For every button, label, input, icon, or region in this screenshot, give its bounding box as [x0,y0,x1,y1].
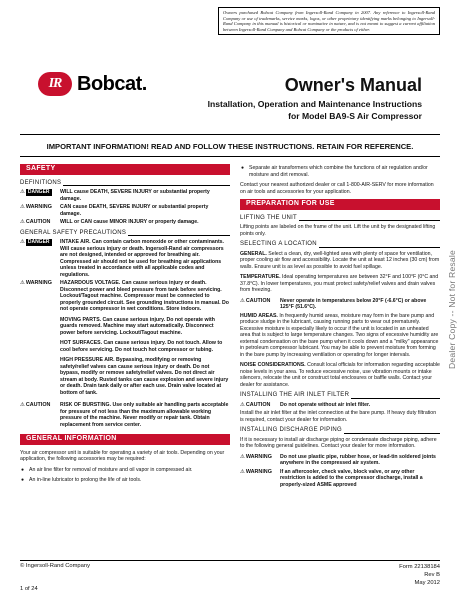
hazard-voltage: HAZARDOUS VOLTAGE. Can cause serious injury or death. Disconnect power and bleed pressure from tank before servicing. Lockout/Tagout machine. Compressor must be connected to properly grounded circuit. See grounding instructions in manual. Do not operate compressor in wet conditions. Store indoors. [60,280,229,312]
footer-divider [20,560,440,561]
discharge-piping-heading: INSTALLING DISCHARGE PIPING [240,427,440,434]
ir-logo-icon: IR [38,72,72,96]
discharge-text: If it is necessary to install air discharge piping or condensate discharge piping, adhere to the following general guidelines. Contact your dealer for more information. [240,436,437,449]
warning-triangle-icon: ⚠ [20,280,25,286]
warning-triangle-icon: ⚠ [240,453,245,460]
warning-triangle-icon: ⚠ [240,468,245,475]
divider-bottom [20,156,440,157]
location-noise: NOISE CONSIDERATIONS. Consult local officials for information regarding acceptable noise levels in your area. To reduce excessive noise, use vibration mounts or intake silencers, relocate the unit or construct total enclosures or baffle walls. Contact your dealer for assistance. [240,362,440,388]
divider-top [20,134,440,135]
lifting-text: Lifting points are labeled on the frame of the unit. Lift the unit by the designated lifting points only. [240,224,436,237]
warning-triangle-icon: ⚠ [20,402,25,408]
warning-triangle-icon: ⚠ [20,219,25,225]
list-item: ● Separate air transformers which combine the functions of air regulation and/or moisture and dirt removal. [240,165,440,178]
important-banner: IMPORTANT INFORMATION! READ AND FOLLOW THESE INSTRUCTIONS. RETAIN FOR REFERENCE. [46,142,414,151]
definition-warning: ⚠WARNING CAN cause DEATH, SEVERE INJURY or substantial property damage. [20,204,209,217]
general-safety-heading: GENERAL SAFETY PRECAUTIONS [20,230,230,237]
selecting-location-heading: SELECTING A LOCATION [240,241,440,248]
preparation-section-header: PREPARATION FOR USE [240,199,440,210]
list-item: ● An in-line lubricator to prolong the life of air tools. [20,477,230,484]
footer-copyright: © Ingersoll-Rand Company [20,563,91,569]
dealer-contact-text: Contact your nearest authorized dealer or call 1-800-AIR-SERV for more information on air tools and accessories for your application. [240,182,434,195]
definition-danger: ⚠ DANGER WILL cause DEATH, SEVERE INJURY or substantial property damage. [20,189,210,202]
gsp-caution: ⚠CAUTION RISK OF BURSTING. Use only suitable air handling parts acceptable for pressure of not less than the maximum allowable working pressure of the machine. Never modify or repair tank. Obtain replacement from service center. [20,402,229,428]
definition-caution: ⚠CAUTION WILL or CAN cause MINOR INJURY or property damage. [20,219,199,225]
subtitle-line-1: Installation, Operation and Maintenance Instructions [207,99,422,109]
footer-date: May 2012 [414,580,440,586]
discharge-warning-2: ⚠WARNING If an aftercooler, check valve, block valve, or any other restriction is added to the compressor discharge, install a properly-sized ASME approved [240,468,423,488]
gsp-warning: ⚠WARNING HAZARDOUS VOLTAGE. Can cause serious injury or death. Disconnect power and bleed pressure from tank before servicing. Lockout/Tagout machine. Compressor must be connected to properly grounded circuit. See grounding instructions in manual. Do not operate compressor in wet conditions. Store indoors. MOVING PARTS. Can cause serious injury. Do not operate with guards removed. Machine may start automatically. Disconnect power before servicing. Lockout/Tagout machine. HOT SURFACES. Can cause serious injury. Do not touch. Allow to cool before servicing. Do not touch hot compressor or tubing. HIGH PRESSURE AIR. Bypassing, modifying or removing safety/relief valves can cause serious injury or death. Do not bypass, modify or remove safety/relief valves. Do not direct air stream at body. Rusted tanks can cause explosion and severe injury or death. Drain tank daily or after each use. Drain valve located at bottom of tank. [20,280,229,396]
left-column [20,164,230,488]
general-info-text: Your air compressor unit is suitable for operating a variety of air tools. Depending on your application, the following accessories may be required: [20,449,225,462]
filter-caution: ⚠CAUTION Do not operate without air inlet filter. [240,401,371,408]
page-subtitle [162,98,422,122]
accessory-list [20,467,230,484]
warning-triangle-icon: ⚠ [20,189,25,195]
air-filter-heading: INSTALLING THE AIR INLET FILTER [240,392,440,399]
footer-form-number: Form 22138184 [399,564,440,570]
discharge-warning-1: ⚠WARNING Do not use plastic pipe, rubber hose, or lead-tin soldered joints anywhere in the compressed air system. [240,453,436,466]
gsp-danger: ⚠ DANGER INTAKE AIR. Can contain carbon monoxide or other contaminants. Will cause serious injury or death. Ingersoll-Rand air compressors are not designed, intended or approved for breathing air. Compressed air should not be used for breathing air applications unless treated in accordance with all applicable codes and regulations. [20,239,224,278]
location-temperature: TEMPERATURE. Ideal operating temperatures are between 32°F and 100°F (0°C and 37.8°C). In lower temperatures, you must protect safety/relief valves and drain valves from freezing. [240,274,439,293]
location-humid: HUMID AREAS. In frequently humid areas, moisture may form in the bare pump and produce sludge in the lubricant, causing running parts to wear out prematurely. Excessive moisture is especially likely to occur if the unit is located in an unheated area that is subject to large temperature changes. Two signs of excessive humidity are external condensation on the bare pump when it cools down and a "milky" appearance in petroleum compressor lubricant. You may be able to prevent moisture from forming in the bare pump by increasing ventilation or operating for longer intervals. [240,312,439,358]
filter-text: Install the air inlet filter at the inlet connection at the bare pump. If heavy duty filtration is required, contact your dealer for information. [240,410,437,423]
lifting-heading: LIFTING THE UNIT [240,215,440,222]
ownership-notice: Owners purchased Bobcat Company from Ingersoll-Rand Company in 2007. Any reference to Ingersoll-Rand Company or use of trademarks, service marks, logos, or other proprietary identifying marks belonging to Ingersoll-Rand Company in this manual is historical or nominative in nature, and is not meant to suggest a current affiliation between Ingersoll-Rand Company and Bobcat Company or the products of either. [218,7,440,35]
safety-section-header: SAFETY [20,164,230,175]
footer-revision: Rev B [424,572,440,578]
dealer-copy-watermark: Dealer Copy -- Not for Resale [447,250,457,369]
warning-triangle-icon: ⚠ [240,401,245,408]
warning-triangle-icon: ⚠ [20,204,25,210]
footer-form-info [399,563,440,587]
page-title: Owner's Manual [284,75,422,95]
warning-triangle-icon: ⚠ [20,239,25,245]
hazard-hot-surfaces: HOT SURFACES. Can cause serious injury. Do not touch. Allow to cool before servicing. Do not touch hot compressor or tubing. [60,340,223,353]
list-item: ● An air line filter for removal of moisture and oil vapor in compressed air. [20,467,230,474]
accessory-list-continued [240,165,440,178]
general-info-section-header: GENERAL INFORMATION [20,434,230,445]
warning-triangle-icon: ⚠ [240,297,245,304]
hazard-moving-parts: MOVING PARTS. Can cause serious injury. Do not operate with guards removed. Machine may start automatically. Disconnect power before servicing. Lockout/Tagout machine. [60,316,215,336]
brand-name: Bobcat. [77,72,147,95]
subtitle-line-2: for Model BA9-S Air Compressor [288,111,422,121]
hazard-high-pressure: HIGH PRESSURE AIR. Bypassing, modifying or removing safety/relief valves can cause serious injury or death. Do not bypass, modify or remove safety/relief valves. Do not direct air stream at body. Rusted tanks can cause explosion and severe injury or death. Drain tank daily or after each use. Drain valve located at bottom of tank. [60,357,229,396]
right-column [240,164,440,490]
footer-page-number: 1 of 24 [20,586,38,592]
definitions-heading: DEFINITIONS [20,180,230,187]
temperature-caution: ⚠CAUTION Never operate in temperatures below 20°F (-6.6°C) or above 125°F (51.6°C). [240,297,427,310]
company-logo [38,72,147,96]
location-general: GENERAL. Select a clean, dry, well-lighted area with plenty of space for ventilation, proper cooling air flow and accessibility. Locate the unit at least 12 inches (30 cm) from walls. Ensure unit is as level as possible to avoid fuel spillage. [240,250,440,270]
